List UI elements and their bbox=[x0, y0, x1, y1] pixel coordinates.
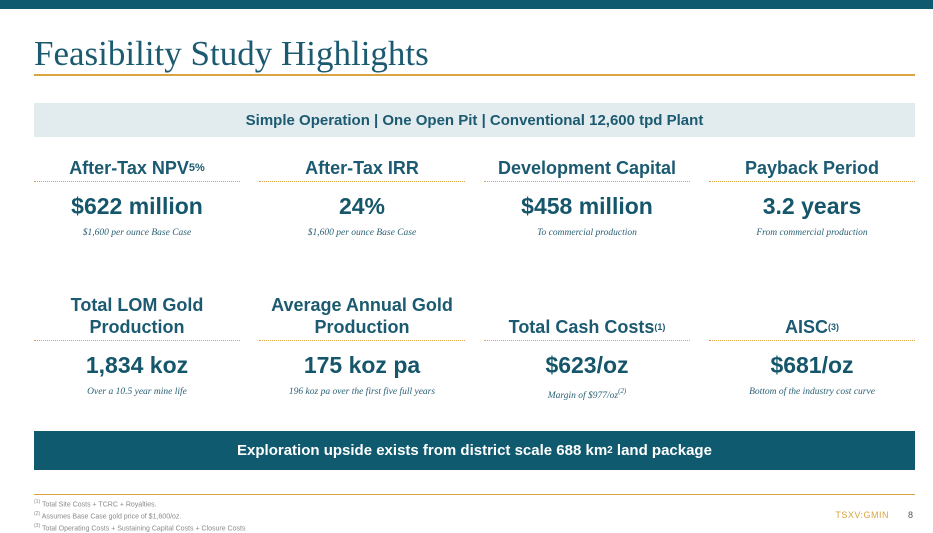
page-number: 8 bbox=[907, 510, 913, 520]
metric-value: $623/oz bbox=[545, 352, 629, 378]
ticker-symbol: TSXV:GMIN bbox=[835, 510, 889, 520]
metric-note: 196 koz pa over the first five full years bbox=[288, 387, 436, 397]
metric-value: $681/oz bbox=[770, 352, 854, 378]
metric-note: Margin of $977/oz$^{(2)}$ bbox=[547, 387, 627, 401]
metric-note: Over a 10.5 year mine life bbox=[87, 387, 187, 397]
metric-value: $458 million bbox=[521, 193, 653, 219]
metric-average-annual-production bbox=[259, 292, 465, 397]
exploration-banner: Exploration upside exists from district scale 688 km 2 land package bbox=[34, 431, 915, 470]
metric-label: Total LOM Gold Production bbox=[34, 292, 240, 341]
metric-note: From commercial production bbox=[756, 228, 868, 238]
metric-note: Bottom of the industry cost curve bbox=[749, 387, 875, 397]
metric-value: $622 million bbox=[71, 193, 203, 219]
metric-label: After-Tax NPV 5% bbox=[34, 155, 240, 182]
metric-aisc bbox=[709, 292, 915, 397]
metric-note: $1,600 per ounce Base Case bbox=[82, 228, 192, 238]
metric-total-cash-costs bbox=[484, 292, 690, 401]
metric-label: Average Annual Gold Production bbox=[259, 292, 465, 341]
metric-note: $1,600 per ounce Base Case bbox=[307, 228, 417, 238]
metric-development-capital bbox=[484, 155, 690, 238]
top-accent-bar bbox=[0, 0, 933, 9]
metric-irr bbox=[259, 155, 465, 238]
metric-npv bbox=[34, 155, 240, 238]
metric-label: After-Tax IRR bbox=[259, 155, 465, 182]
metric-value: 175 koz pa bbox=[303, 352, 421, 378]
metric-note: To commercial production bbox=[537, 228, 637, 238]
metric-label: Total Cash Costs (1) bbox=[484, 292, 690, 341]
footnotes bbox=[34, 498, 245, 533]
metric-value: 3.2 years bbox=[762, 193, 862, 219]
metric-payback-period bbox=[709, 155, 915, 238]
operation-summary-banner: Simple Operation | One Open Pit | Conventional 12,600 tpd Plant bbox=[34, 103, 915, 137]
metric-value: 24% bbox=[338, 193, 386, 219]
page-title: Feasibility Study Highlights bbox=[34, 34, 429, 73]
metric-label: AISC (3) bbox=[709, 292, 915, 341]
metric-label: Development Capital bbox=[484, 155, 690, 182]
footnote: $^{(3)}$ Total Operating Costs + Sustaining Capital Costs + Closure Costs bbox=[34, 522, 246, 532]
footnote: $^{(2)}$ Assumes Base Case gold price of $1,600/oz. bbox=[34, 510, 182, 521]
footer-divider bbox=[34, 494, 915, 495]
title-divider bbox=[34, 74, 915, 76]
metric-label: Payback Period bbox=[709, 155, 915, 182]
metric-total-lom-production bbox=[34, 292, 240, 397]
metric-value: 1,834 koz bbox=[85, 352, 189, 378]
footnote: $^{(1)}$ Total Site Costs + TCRC + Royalties. bbox=[34, 499, 157, 509]
